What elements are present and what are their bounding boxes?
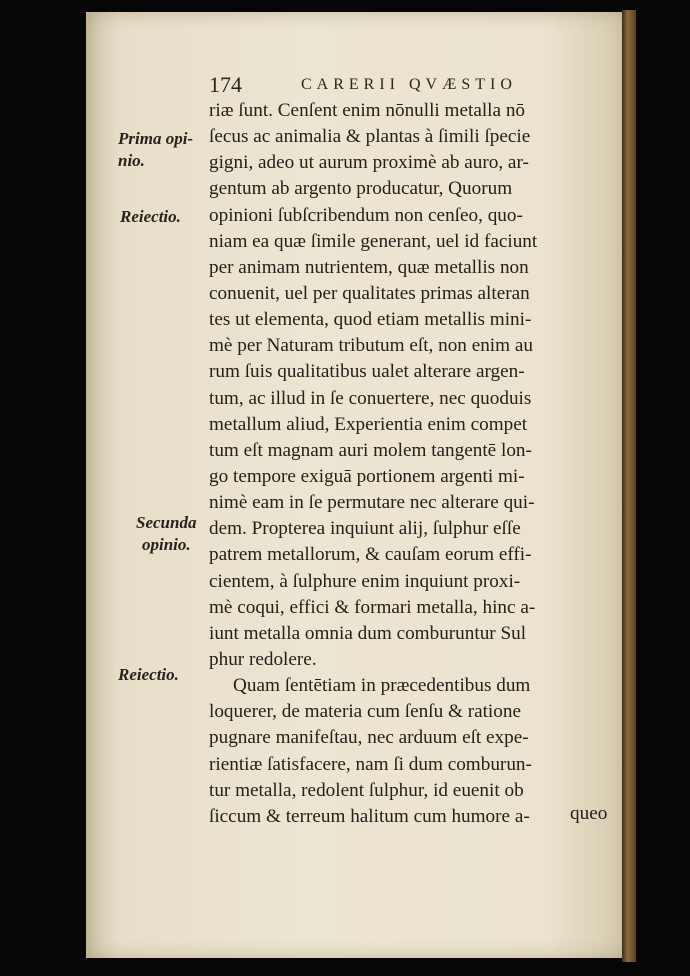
text-line: metallum aliud, Experientia enim compet [209,413,528,435]
text-line: opinioni ſubſcribendum non cenſeo, quo- [209,204,523,226]
margin-note-line: Secunda [136,513,197,532]
text-line: rientiæ ſatisfacere, nam ſi dum comburun- [209,753,532,775]
text-line: pugnare manifeſtau, nec arduum eſt expe- [209,727,529,749]
margin-note-secunda-opinio [136,512,196,556]
text-line: gigni, adeo ut aurum proximè ab auro, ar- [209,152,529,174]
text-line: Quam ſentētiam in præcedentibus dum [233,675,531,697]
margin-note-reiectio-2: Reiectio. [118,665,179,684]
margin-note-line: opinio. [142,535,191,554]
margin-note-prima-opinio [118,128,193,172]
text-line: ſiccum & terreum halitum cum humore a- [209,805,530,827]
text-line: riæ ſunt. Cenſent enim nōnulli metalla nō [209,100,526,121]
catchword: queo [570,803,608,824]
text-line: tes ut elementa, quod etiam metallis mini- [209,309,532,331]
text-line: per animam nutrientem, quæ metallis non [209,256,529,278]
text-line: mè coqui, effici & formari metalla, hinc a- [209,596,536,618]
text-line: ſecus ac animalia & plantas à ſimili ſpecie [209,126,531,148]
text-line: tum eſt magnam auri molem tangentē lon- [209,439,532,461]
text-line: loquerer, de materia cum ſenſu & ratione [209,701,521,723]
text-line: gentum ab argento producatur, Quorum [209,178,513,200]
text-line: niam ea quæ ſimile generant, uel id faciunt [209,230,538,252]
text-line: iunt metalla omnia dum comburuntur Sul [209,622,527,644]
margin-note-line: nio. [118,151,145,170]
text-line: patrem metallorum, & cauſam eorum effi- [209,544,532,566]
margin-note-line: Prima opi- [118,129,194,148]
text-line: dem. Propterea inquiunt alij, ſulphur eſſe [209,518,521,540]
body-text [209,98,627,830]
right-dark-border [636,0,690,976]
text-line: nimè eam in ſe permutare nec alterare qui- [209,492,535,514]
running-head: CARERII QVÆSTIO [301,76,517,93]
left-dark-border [0,0,86,976]
text-line: rum ſuis qualitatibus ualet alterare argen- [209,361,525,383]
top-dark-border [86,0,636,12]
text-line: mè per Naturam tributum eſt, non enim au [209,335,533,357]
bottom-dark-border [86,958,636,976]
text-line: cientem, à ſulphure enim inquiunt proxi- [209,570,521,592]
text-line: tur metalla, redolent ſulphur, id euenit ob [209,779,524,801]
text-line: phur redolere. [209,648,317,670]
text-line: conuenit, uel per qualitates primas alteran [209,282,530,304]
margin-note-reiectio-1: Reiectio. [120,207,181,226]
text-line: go tempore exiguā portionem argenti mi- [209,465,525,487]
page-number: 174 [209,72,242,97]
page-header [209,68,629,98]
text-line: tum, ac illud in ſe conuertere, nec quoduis [209,387,532,409]
